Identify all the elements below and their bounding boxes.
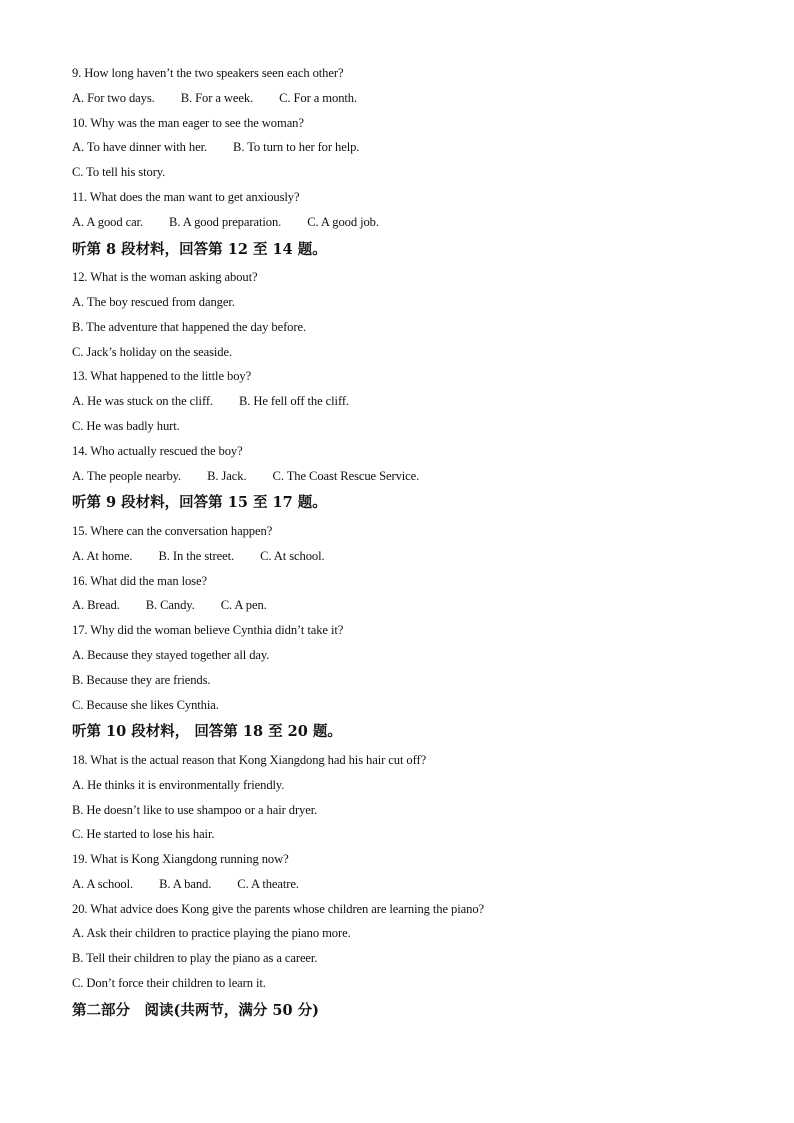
exam-page (72, 61, 732, 1026)
option-b: B. In the street. (158, 548, 235, 563)
question-16: 16. What did the man lose? (72, 573, 207, 588)
question-18: 18. What is the actual reason that Kong Xiangdong had his hair cut off? (72, 752, 427, 767)
option-b: B. He doesn’t like to use shampoo or a hair dryer. (72, 802, 318, 817)
option-c: C. Because she likes Cynthia. (72, 697, 219, 712)
option-c: C. He started to lose his hair. (72, 827, 215, 842)
option-a: A. At home. (72, 548, 133, 563)
section-heading-8: 听第 8 段材料，回答第 12 至 14 题。 (72, 240, 327, 258)
option-b: B. For a week. (180, 90, 254, 105)
question-19-options (72, 872, 732, 897)
option-b: B. Tell their children to play the piano as a career. (72, 951, 318, 966)
section-heading-10: 听第 10 段材料， 回答第 18 至 20 题。 (72, 723, 342, 741)
question-13-options (72, 389, 732, 414)
option-a: A. He was stuck on the cliff. (72, 394, 213, 409)
option-b: B. He fell off the cliff. (238, 394, 349, 409)
option-b: B. Jack. (207, 468, 247, 483)
option-c: C. For a month. (279, 90, 358, 105)
part-two-heading: 第二部分 阅读(共两节，满分 50 分) (72, 1001, 319, 1019)
question-15: 15. Where can the conversation happen? (72, 523, 273, 538)
section-heading-9: 听第 9 段材料，回答第 15 至 17 题。 (72, 494, 327, 512)
option-a: A. Ask their children to practice playing the piano more. (72, 926, 351, 941)
option-a: A. He thinks it is environmentally friendly. (72, 777, 285, 792)
question-9-options (72, 86, 732, 111)
option-b: B. Candy. (145, 598, 195, 613)
question-11-options (72, 210, 732, 235)
option-c: C. Don’t force their children to learn it. (72, 976, 266, 991)
question-14-options (72, 464, 732, 489)
option-c: C. A theatre. (237, 876, 299, 891)
option-a: A. The boy rescued from danger. (72, 294, 235, 309)
option-b: B. Because they are friends. (72, 672, 211, 687)
option-b: B. A band. (159, 876, 212, 891)
option-c: C. A pen. (220, 598, 267, 613)
question-20: 20. What advice does Kong give the parents whose children are learning the piano? (72, 901, 485, 916)
option-a: A. To have dinner with her. (72, 140, 208, 155)
option-a: A. For two days. (72, 90, 155, 105)
option-b: B. To turn to her for help. (233, 140, 360, 155)
question-19: 19. What is Kong Xiangdong running now? (72, 852, 289, 867)
option-a: A. A good car. (72, 214, 144, 229)
option-a: A. Because they stayed together all day. (72, 647, 270, 662)
option-c: C. Jack’s holiday on the seaside. (72, 344, 233, 359)
option-a: A. Bread. (72, 598, 120, 613)
question-16-options (72, 593, 732, 618)
question-14: 14. Who actually rescued the boy? (72, 443, 243, 458)
question-10: 10. Why was the man eager to see the woman? (72, 115, 304, 130)
option-c: C. The Coast Rescue Service. (272, 468, 420, 483)
option-b: B. The adventure that happened the day before. (72, 319, 307, 334)
question-11: 11. What does the man want to get anxiously? (72, 189, 300, 204)
option-c: C. A good job. (307, 214, 379, 229)
option-c: C. At school. (260, 548, 325, 563)
question-12: 12. What is the woman asking about? (72, 270, 258, 285)
option-c: C. To tell his story. (72, 165, 166, 180)
question-17: 17. Why did the woman believe Cynthia didn’t take it? (72, 623, 344, 638)
question-13: 13. What happened to the little boy? (72, 369, 252, 384)
question-9: 9. How long haven’t the two speakers seen each other? (72, 66, 344, 80)
question-10-options (72, 135, 732, 160)
option-b: B. A good preparation. (169, 214, 282, 229)
option-a: A. A school. (72, 876, 134, 891)
option-a: A. The people nearby. (72, 468, 182, 483)
question-15-options (72, 544, 732, 569)
option-c: C. He was badly hurt. (72, 418, 180, 433)
